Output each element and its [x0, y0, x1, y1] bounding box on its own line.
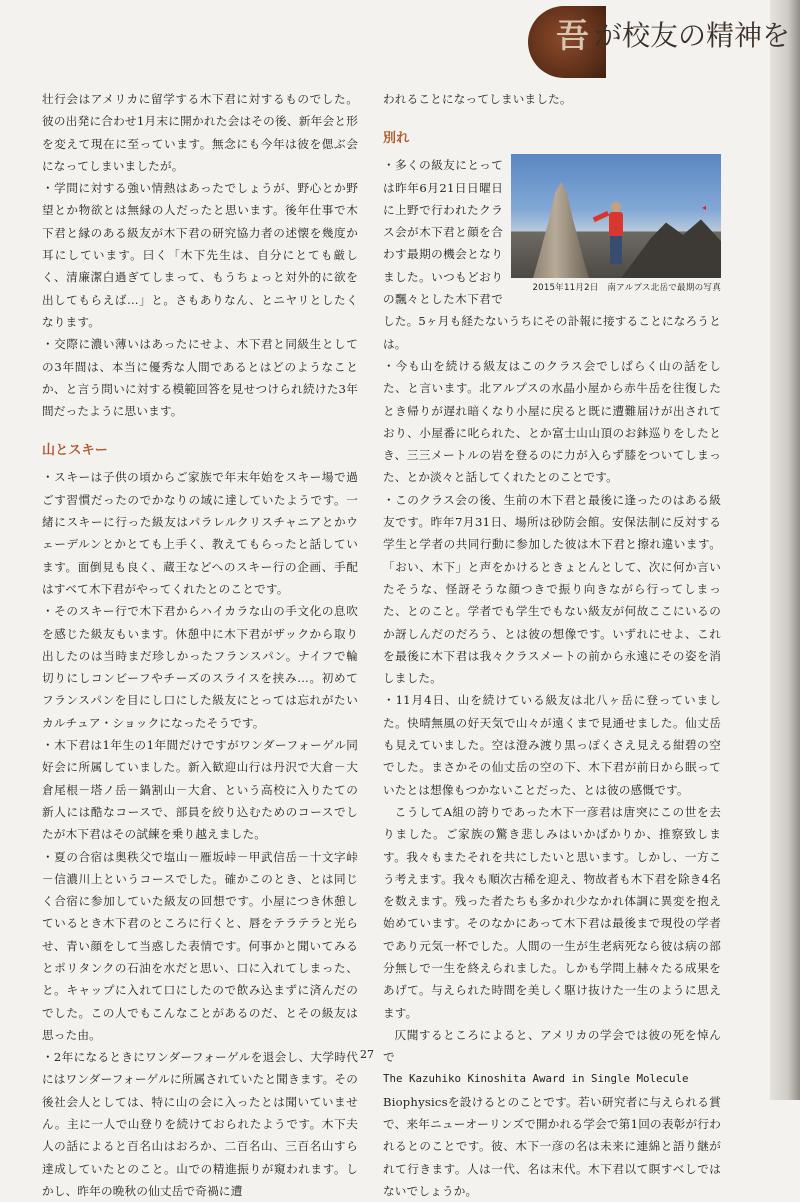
mountain-peak [621, 216, 721, 278]
banner-title: が校友の精神を [594, 19, 791, 52]
paragraph: ・そのスキー行で木下君からハイカラな山の手文化の息吹を感じた級友もいます。休憩中に木下君がザックから取り出したのは当時まだ珍しかったフランスパン。ナイフで輪切りにしコンビーフやチーズのスライスを挟み…。初めてフランスパンを目にし口にした級友にとっては忘れがたいカルチュア・ショックになったそうです。 [42, 604, 358, 730]
paragraph: Biophysicsを設けるとのことです。若い研究者に与えられる賞で、来年ニューオーリンズで開かれる学会で第1回の表彰が行われるとのことです。彼、木下一彦の名は未来に連綿と語り継がれて行きます。人は一代、名は末代。木下君以て瞑すべしではないでしょうか。 [383, 1094, 721, 1198]
paragraph: ・11月4日、山を続けている級友は北八ヶ岳に登っていました。快晴無風の好天気で山々が遠くまで見通せました。仙丈岳も見えていました。空は澄み渡り黒っぽくさえ見える紺碧の空でした。まさかその仙丈岳の空の下、木下君が前日から眠っていたとは想像もつかないことだった、とは彼の感慨です。 [383, 693, 721, 797]
paragraph: 壮行会はアメリカに留学する木下君に対するものでした。彼の出発に合わせ1月末に開かれた会はその後、新年会と形を変えて現在に至っています。無念にも今年は彼を偲ぶ会になってしまいましたが。 [42, 92, 358, 173]
paragraph: ・交際に濃い薄いはあったにせよ、木下君と同級生としての3年間は、本当に優秀な人間であるとはどのようなことか、と言う問いに対する模範回答を見せつけられ続けた3年間だったように思います。 [42, 337, 358, 419]
paragraph: ・学問に対する強い情熱はあったでしょうが、野心とか野望とか物欲とは無縁の人だったと思います。後年仕事で木下君と縁のある級友が木下君の研究協力者の述懐を幾度か耳にしています。曰く「木下先生は、自分にとても厳しく、清廉潔白過ぎてしまって、もうちょっと対外的に欲を出してもらえば…」と。さもありなん、とニヤリとしたくなります。 [42, 181, 358, 329]
person-figure [607, 202, 625, 264]
banner-first-char: 吾 [556, 16, 589, 55]
section-heading: 山とスキー [42, 443, 109, 459]
paragraph: ・多くの級友にとっては昨年6月21日日曜日に上野で行われたクラス会が木下君と顔を合わす最期の機会となりました。いつもどおりの飄々とした木下君でした。5ヶ月も経たないうちにその訃報に接することになろうとは。 [383, 158, 721, 351]
section-heading-wakare: 別れ [383, 131, 410, 147]
right-column-body [383, 154, 721, 1202]
paragraph: ・2年になるときにワンダーフォーゲルを退会し、大学時代にはワンダーフォーゲルに所属されていたと聞きます。その後社会人としては、特に山の会に入ったとは聞いていません。主に一人で山登りを続けておられたようです。木下夫人の話によると百名山はおろか、二百名山、三百名山すら達成していたとのこと。山での精進振りが窺われます。しかし、昨年の晩秋の仙丈岳で奇禍に遭 [42, 1050, 358, 1198]
page-number: 27 [360, 1048, 374, 1061]
paragraph: ・夏の合宿は奥秩父で塩山－雁坂峠－甲武信岳－十文字峠－信濃川上というコースでした。確かこのとき、とは同じく合宿に参加していた級友の回想です。小屋につき休憩しているとき木下君のところに行くと、唇をテラテラと光らせ、青い顔をして当惑した表情です。何事かと聞いてみるとポリタンクの石油を水だと思い、口に入れてしまった、と。キャップに入れて口にしたので飲み込まずに済んだのでした。この人でもこんなことがあるのだ、とその級友は思った由。 [42, 849, 358, 1042]
paragraph: ・このクラス会の後、生前の木下君と最後に逢ったのはある級友です。昨年7月31日、場所は砂防会館。安保法制に反対する学生と学者の共同行動に参加した彼は木下君と擦れ違います。「おい、木下」と声をかけるときょとんとして、次に何か言いたそうな、怪訝そうな顔つきで振り向きながら行ってしまった、とのこと。学者でも学生でもない級友が何故ここにいるのか訝しんだのだろう、とは彼の想像です。いずれにせよ、これを最後に木下君は我々クラスメートの前から永遠にその姿を消しました。 [383, 492, 721, 686]
award-name: The Kazuhiko Kinoshita Award in Single Molecule [383, 1072, 689, 1086]
right-column-continuation: われることになってしまいました。 [383, 92, 572, 106]
stone-cairn [533, 182, 589, 278]
paragraph: ・木下君は1年生の1年間だけですがワンダーフォーゲル同好会に所属していました。新入歓迎山行は丹沢で大倉－大倉尾根－塔ノ岳－鍋割山－大倉、という高校に入りたての新人には酷なコースで、部員を絞り込むためのコースでしたが木下君はその試練を乗り越えました。 [42, 738, 358, 842]
red-mark: ◂ [702, 203, 707, 212]
section-banner [528, 0, 791, 82]
right-column [383, 88, 721, 1202]
photo-block [511, 154, 721, 295]
paragraph: こうしてA組の誇りであった木下一彦君は唐突にこの世を去りました。ご家族の驚き悲しみはいかばかりか、推察致します。我々もまたそれを共にしたいと思います。しかし、一方こう考えます。我々も順次古稀を迎え、物故者も木下君を除き4名を数えます。残った者たちも多かれ少なかれ体調に異変を抱え始めています。そのなかにあって木下君は最後まで現役の学者であり元気一杯でした。人間の一生が生老病死なら彼は病の部分無しで一生を終えられました。しかも学問上赫々たる成果をあげて。与えられた時間を美しく駆け抜けた一生のように思えます。 [383, 804, 721, 1020]
paragraph: 仄聞するところによると、アメリカの学会では彼の死を悼んで [383, 1027, 721, 1065]
page-edge [770, 0, 800, 1100]
left-column [42, 88, 358, 1202]
summit-photo [511, 154, 721, 278]
paragraph: ・スキーは子供の頃からご家族で年末年始をスキー場で過ごす習慣だったのでかなりの域に達していたようです。一緒にスキーに行った級友はパラレルクリスチャニアとかウェーデルンとかとても上手く、教えてもらったと話しています。面倒見も良く、蔵王などへのスキー行の企画、手配はすべて木下君がやってくれたとのことです。 [42, 470, 358, 596]
paragraph: ・今も山を続ける級友はこのクラス会でしばらく山の話をした、と言います。北アルプスの水晶小屋から赤牛岳を往復したとき帰りが遅れ暗くなり小屋に戻ると既に遭難届けが出されており、小屋番に叱られた、とか富士山山頂のお鉢巡りをしたとき、三三メートルの岩を登るのに力が入らず膝をついてしまった、とか淡々と話してくれたとのことです。 [383, 358, 721, 485]
photo-caption: 2015年11月2日 南アルプス北岳で最期の写真 [532, 283, 721, 294]
